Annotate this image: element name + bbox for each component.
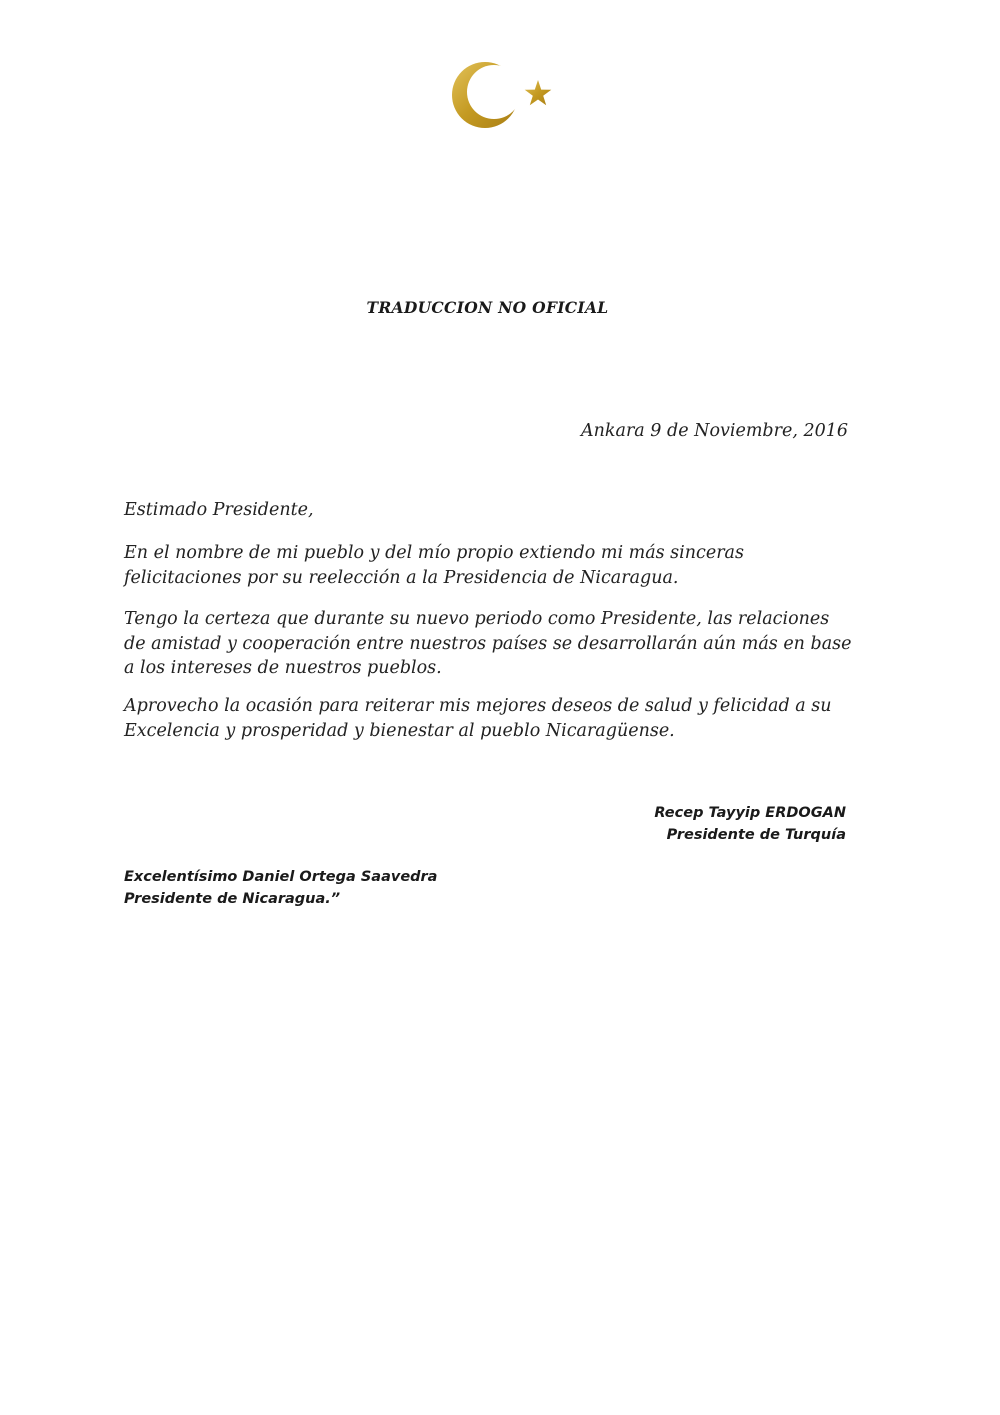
signatory-name: Recep Tayyip ERDOGAN bbox=[654, 805, 846, 821]
signatory-title: Presidente de Turquía bbox=[666, 827, 846, 843]
crescent-star-icon bbox=[448, 52, 558, 138]
recipient-block bbox=[124, 866, 624, 910]
paragraph-relations: Tengo la certeza que durante su nuevo periodo como Presidente, las relaciones de amistad y cooperación entre nuestros países se desarrollarán aún más en base a los intereses de nuestros pueblos. bbox=[124, 609, 852, 678]
paragraph-wishes: Aprovecho la ocasión para reiterar mis mejores deseos de salud y felicidad a su Excelencia y prosperidad y bienestar al pueblo Nicaragüense. bbox=[124, 696, 832, 741]
recipient-title: Presidente de Nicaragua.” bbox=[124, 891, 341, 907]
salutation: Estimado Presidente, bbox=[124, 500, 314, 520]
date-line: Ankara 9 de Noviembre, 2016 bbox=[581, 421, 848, 441]
paragraph-congratulations: En el nombre de mi pueblo y del mío propio extiendo mi más sinceras felicitaciones por su reelección a la Presidencia de Nicaragua. bbox=[124, 543, 744, 588]
signature-block bbox=[500, 802, 846, 846]
document-heading: TRADUCCION NO OFICIAL bbox=[366, 298, 609, 317]
recipient-name: Excelentísimo Daniel Ortega Saavedra bbox=[124, 869, 438, 885]
